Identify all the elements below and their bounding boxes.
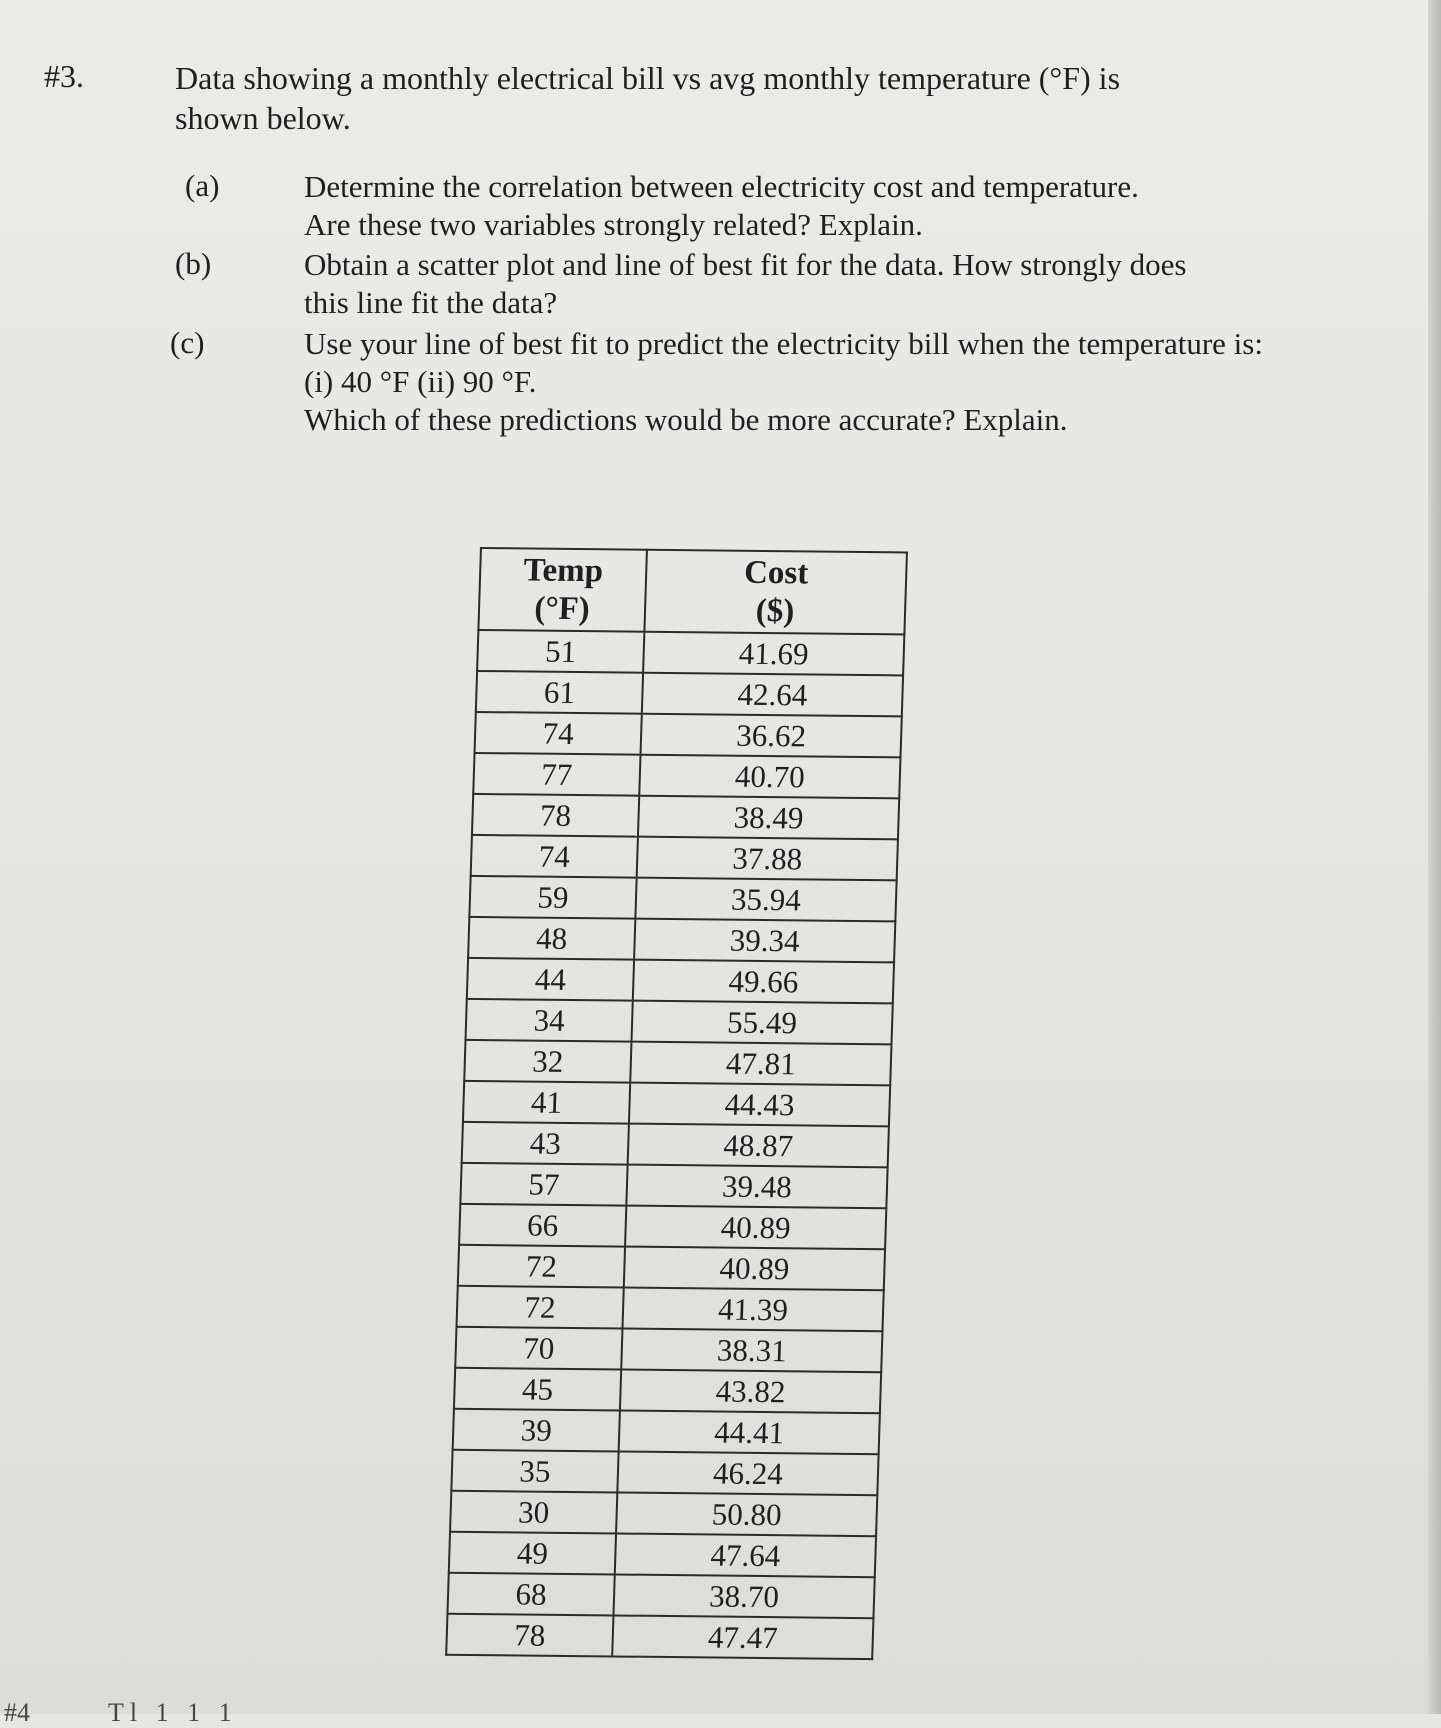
- temp-cell: 44: [467, 958, 634, 1001]
- table-row: [446, 1614, 873, 1659]
- temp-cell: 43: [462, 1122, 629, 1165]
- temp-cost-table: [445, 547, 908, 1660]
- temp-cell: 74: [471, 835, 638, 878]
- cost-cell: 55.49: [632, 1001, 893, 1045]
- cost-cell: 50.80: [616, 1492, 877, 1536]
- table-row: [455, 1327, 882, 1372]
- temp-column-header: [478, 548, 647, 632]
- cost-cell: 40.70: [639, 755, 900, 799]
- table-row: [472, 794, 899, 839]
- table-row: [467, 958, 894, 1003]
- temp-cell: 61: [476, 671, 643, 714]
- temp-cell: 51: [477, 630, 644, 673]
- table-row: [459, 1204, 886, 1249]
- part-a-line-2: Are these two variables strongly related? Explain.: [304, 207, 923, 242]
- table-row: [466, 999, 893, 1044]
- temp-cell: 72: [458, 1245, 625, 1288]
- part-c-line-1: Use your line of best fit to predict the electricity bill when the temperature is:: [304, 326, 1263, 361]
- table-row: [473, 753, 900, 798]
- table-row: [468, 917, 895, 962]
- intro-line-2: shown below.: [175, 100, 351, 136]
- cost-column-header: [644, 550, 907, 635]
- temp-cell: 77: [473, 753, 640, 796]
- temp-cell: 32: [464, 1040, 631, 1083]
- temp-cell: 68: [447, 1573, 614, 1616]
- cost-header-unit: ($): [755, 592, 795, 630]
- temp-cell: 74: [475, 712, 642, 755]
- question-number: #3.: [44, 58, 84, 94]
- part-a-text: [304, 168, 1404, 244]
- part-a-line-1: Determine the correlation between electricity cost and temperature.: [304, 169, 1139, 204]
- page-edge-shadow: [1428, 0, 1441, 1714]
- table-row: [471, 835, 898, 880]
- cost-cell: 43.82: [620, 1370, 881, 1414]
- part-b-label: (b): [175, 246, 212, 281]
- temp-cell: 45: [454, 1368, 621, 1411]
- table-header-row: [478, 548, 907, 634]
- table-body: [446, 630, 904, 1659]
- table-row: [462, 1122, 889, 1167]
- cost-cell: 39.34: [634, 919, 895, 963]
- cost-cell: 38.49: [638, 796, 899, 840]
- cost-cell: 41.39: [622, 1288, 883, 1332]
- intro-line-1: Data showing a monthly electrical bill vs avg monthly temperature (°F) is: [175, 60, 1121, 96]
- question-intro: [175, 58, 1275, 138]
- part-b-line-1: Obtain a scatter plot and line of best fit for the data. How strongly does: [304, 247, 1187, 282]
- part-c-label: (c): [170, 325, 205, 360]
- cost-header-title: Cost: [743, 554, 809, 592]
- cost-cell: 41.69: [643, 632, 904, 676]
- temp-cell: 78: [446, 1614, 613, 1657]
- table-row: [475, 712, 902, 757]
- cost-cell: 38.31: [621, 1329, 882, 1373]
- cost-cell: 48.87: [628, 1124, 889, 1168]
- temp-cell: 66: [459, 1204, 626, 1247]
- cost-cell: 36.62: [641, 714, 902, 758]
- cost-cell: 49.66: [633, 960, 894, 1004]
- temp-header-unit: (°F): [533, 590, 591, 628]
- table-row: [464, 1040, 891, 1085]
- table-row: [458, 1245, 885, 1290]
- table-row: [453, 1409, 880, 1454]
- cost-cell: 47.64: [615, 1533, 876, 1577]
- temp-header-title: Temp: [522, 552, 604, 590]
- cost-cell: 40.89: [624, 1247, 885, 1291]
- table-row: [449, 1532, 876, 1577]
- part-a-label: (a): [185, 168, 220, 203]
- cost-cell: 44.41: [619, 1411, 880, 1455]
- cost-cell: 38.70: [613, 1574, 874, 1618]
- temp-cell: 72: [456, 1286, 623, 1329]
- temp-cell: 30: [450, 1491, 617, 1534]
- temp-cell: 39: [453, 1409, 620, 1452]
- table-row: [454, 1368, 881, 1413]
- temp-cell: 78: [472, 794, 639, 837]
- part-c-line-3: Which of these predictions would be more accurate? Explain.: [304, 402, 1068, 437]
- part-b-line-2: this line fit the data?: [304, 285, 558, 320]
- part-b-text: [304, 246, 1404, 322]
- temp-cell: 59: [469, 876, 636, 919]
- table-row: [460, 1163, 887, 1208]
- temp-cell: 41: [463, 1081, 630, 1124]
- part-c-text: [304, 325, 1404, 439]
- cost-cell: 46.24: [617, 1452, 878, 1496]
- cost-cell: 44.43: [629, 1083, 890, 1127]
- temp-cell: 57: [460, 1163, 627, 1206]
- cost-cell: 39.48: [626, 1165, 887, 1209]
- temp-cell: 35: [451, 1450, 618, 1493]
- cost-cell: 47.81: [630, 1042, 891, 1086]
- table-row: [447, 1573, 874, 1618]
- temp-cell: 70: [455, 1327, 622, 1370]
- cost-cell: 42.64: [642, 673, 903, 717]
- table-row: [463, 1081, 890, 1126]
- table-row: [456, 1286, 883, 1331]
- cost-cell: 37.88: [637, 837, 898, 881]
- temp-cell: 48: [468, 917, 635, 960]
- footer-next-question-fragment: Tl 1 1 1: [108, 1698, 238, 1727]
- cost-cell: 47.47: [612, 1615, 873, 1659]
- table-row: [451, 1450, 878, 1495]
- temp-cell: 49: [449, 1532, 616, 1575]
- footer-question-number: #4: [4, 1698, 30, 1727]
- cost-cell: 35.94: [635, 878, 896, 922]
- cost-cell: 40.89: [625, 1206, 886, 1250]
- table-row: [450, 1491, 877, 1536]
- table-row: [476, 671, 903, 716]
- part-c-line-2: (i) 40 °F (ii) 90 °F.: [304, 364, 537, 399]
- table-row: [477, 630, 904, 675]
- temp-cell: 34: [466, 999, 633, 1042]
- table-row: [469, 876, 896, 921]
